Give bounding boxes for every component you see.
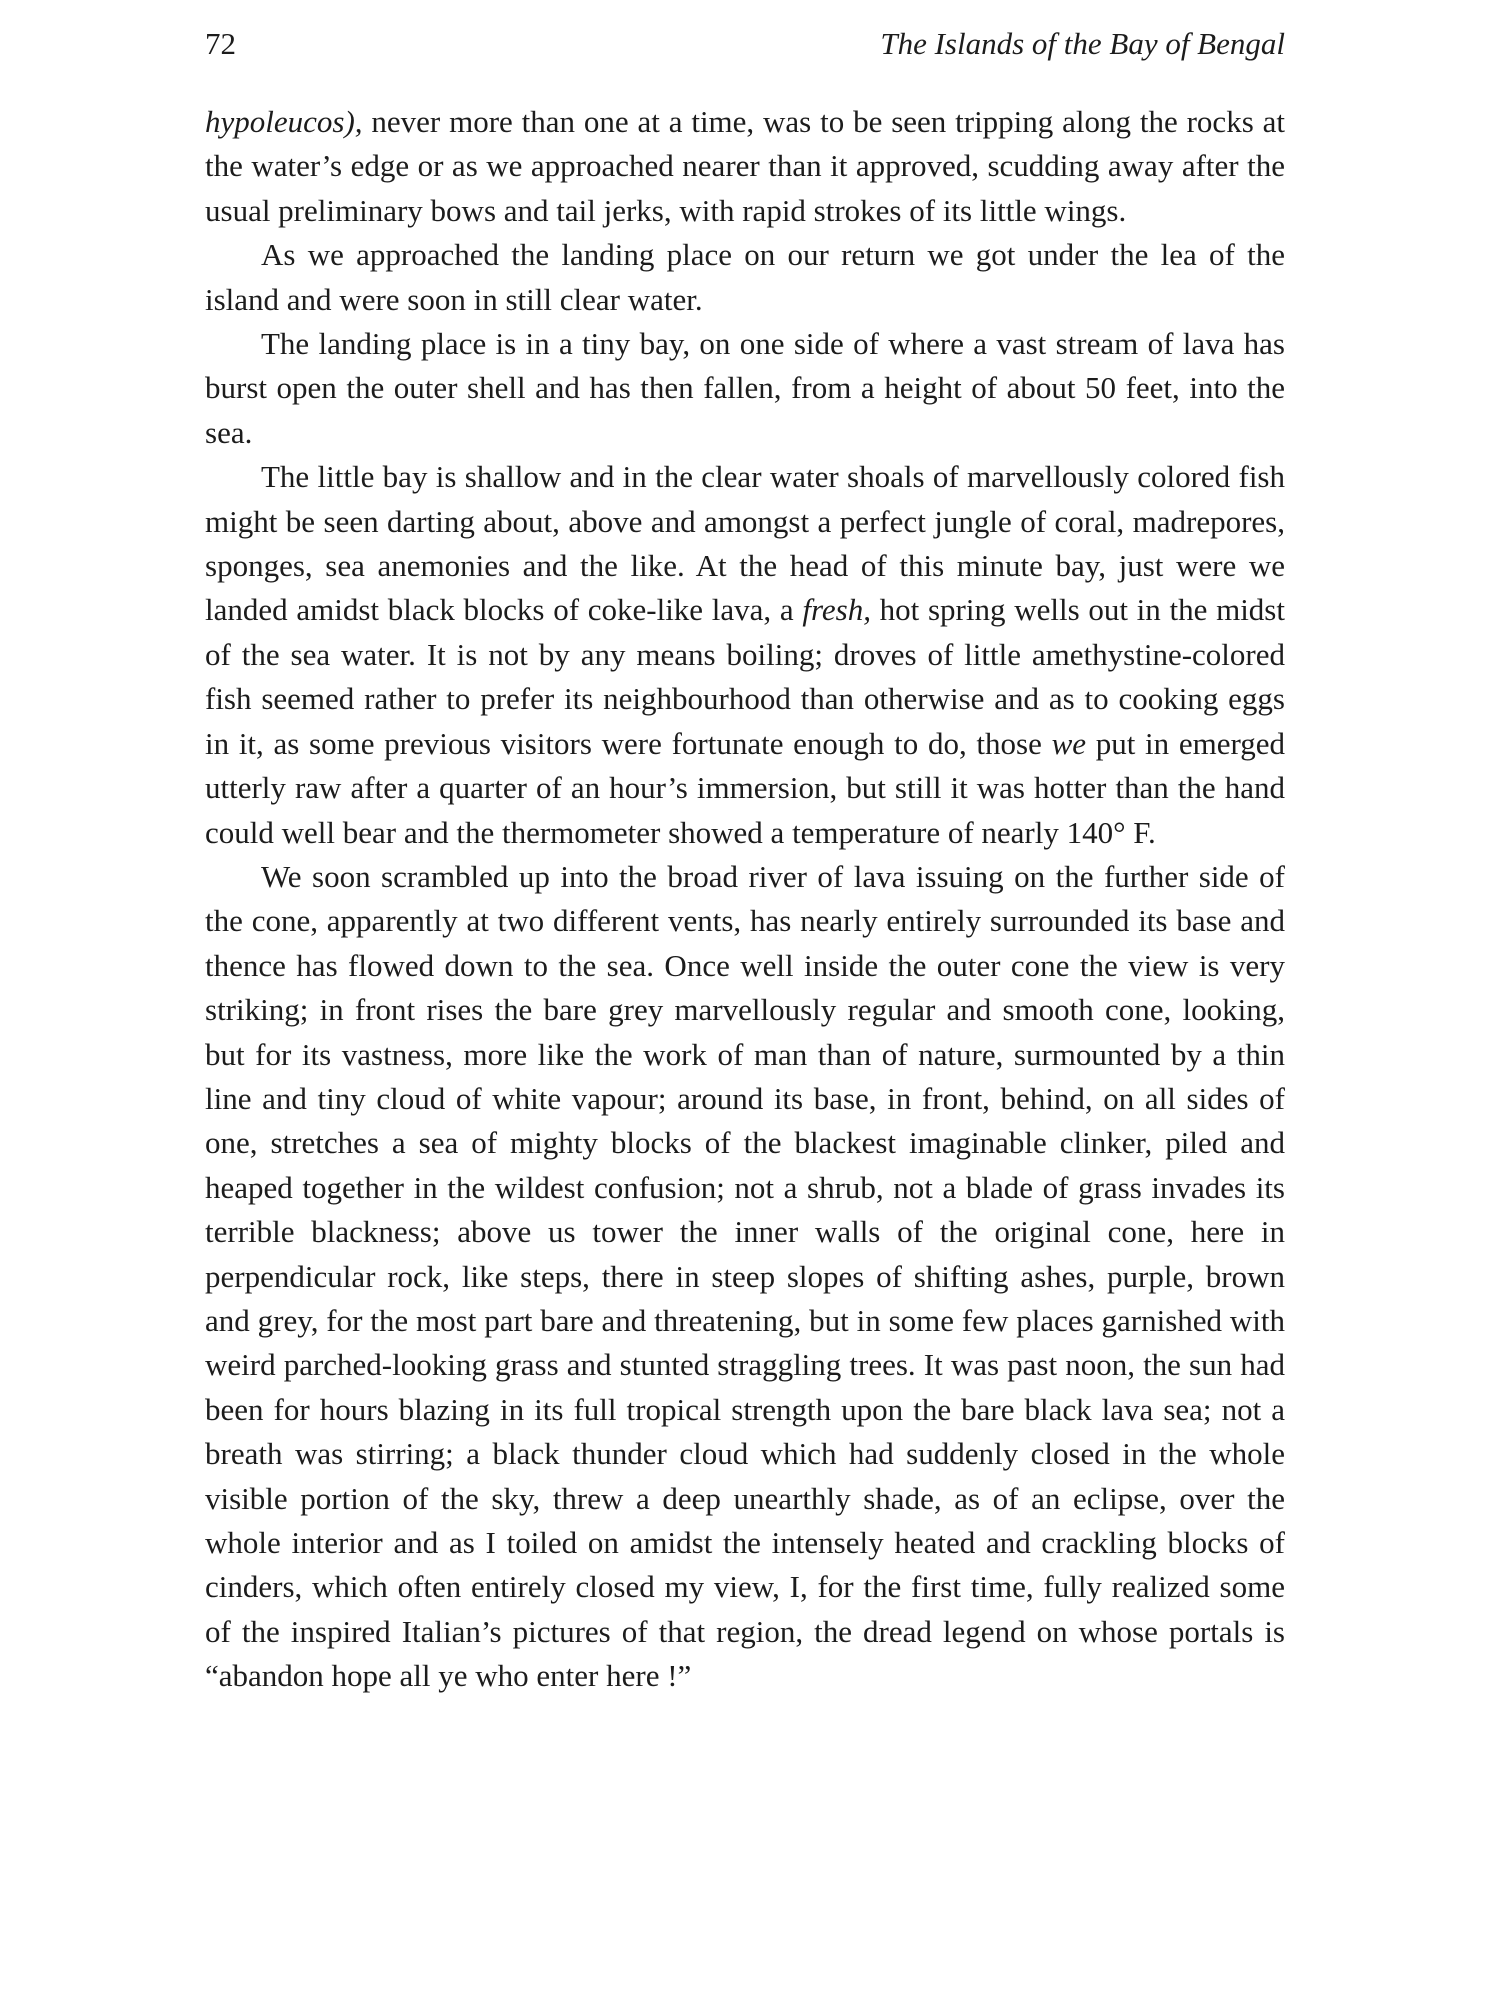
italic-emphasis: we — [1051, 725, 1086, 761]
paragraph-5 — [205, 855, 1285, 1699]
paragraph-text: hot spring wells out in the midst of the sea water. It is not by any means boiling; droves of little amethystine-colored fish seemed rather to prefer its neighbourhood than otherwise and as to cooking eggs in it, as some previous visitors were fortunate enough to do, those — [205, 592, 1285, 761]
page-number: 72 — [205, 26, 236, 61]
paragraph-text: We soon scrambled up into the broad river of lava issuing on the further side of the cone, apparently at two different vents, has nearly entirely surrounded its base and thence has flowed down to the sea. Once well inside the outer cone the view is very striking; in front rises the bare grey marvellously regular and smooth cone, looking, but for its vastness, more like the work of man than of nature, surmounted by a thin line and tiny cloud of white vapour; around its base, in front, behind, on all sides of one, stretches a sea of mighty blocks of the blackest imaginable clinker, piled and heaped together in the wildest confusion; not a shrub, not a blade of grass invades its terrible blackness; above us tower the inner walls of the original cone, here in perpendicular rock, like steps, there in steep slopes of shifting ashes, purple, brown and grey, for the most part bare and threatening, but in some few places garnished with weird parched-looking grass and stunted straggling trees. It was past noon, the sun had been for hours blazing in its full tropical strength upon the bare black lava sea; not a breath was stirring; a black thunder cloud which had suddenly closed in the whole visible portion of the sky, threw a deep unearthly shade, as of an eclipse, over the whole interior and as I toiled on amidst the intensely heated and crackling blocks of cinders, which often entirely closed my view, I, for the first time, fully realized some of the inspired Italian’s pictures of that region, the dread legend on whose portals is “abandon hope all ye who enter here !” — [205, 858, 1285, 1694]
paragraph-1 — [205, 100, 1285, 233]
paragraph-4 — [205, 455, 1285, 855]
paragraph-text: The little bay is shallow and in the clear water shoals of marvellously colored fish might be seen darting about, above and amongst a perfect jungle of coral, madrepores, sponges, sea anemonies and the like. At the head of this minute bay, just were we landed amidst black blocks of coke-like lava, a — [205, 459, 1285, 628]
paragraph-2 — [205, 233, 1285, 322]
paragraph-text: put in emerged utterly raw after a quarter of an hour’s immersion, but still it was hotter than the hand could well bear and the thermometer showed a temperature of nearly 140° F. — [205, 725, 1285, 850]
italic-emphasis: fresh, — [802, 592, 871, 628]
running-head — [205, 22, 1285, 66]
paragraph-3 — [205, 322, 1285, 455]
paragraph-text: The landing place is in a tiny bay, on one side of where a vast stream of lava has burst open the outer shell and has then fallen, from a height of about 50 feet, into the sea. — [205, 326, 1285, 450]
paragraph-text: never more than one at a time, was to be seen tripping along the rocks at the water’s edge or as we approached nearer than it approved, scudding away after the usual preliminary bows and tail jerks, with rapid strokes of its little wings. — [205, 104, 1285, 228]
paragraph-text: As we approached the landing place on our return we got under the lea of the island and were soon in still clear water. — [205, 237, 1285, 317]
body-text — [205, 100, 1285, 1699]
running-title: The Islands of the Bay of Bengal — [880, 26, 1285, 61]
italic-term: hypoleucos), — [205, 104, 363, 139]
